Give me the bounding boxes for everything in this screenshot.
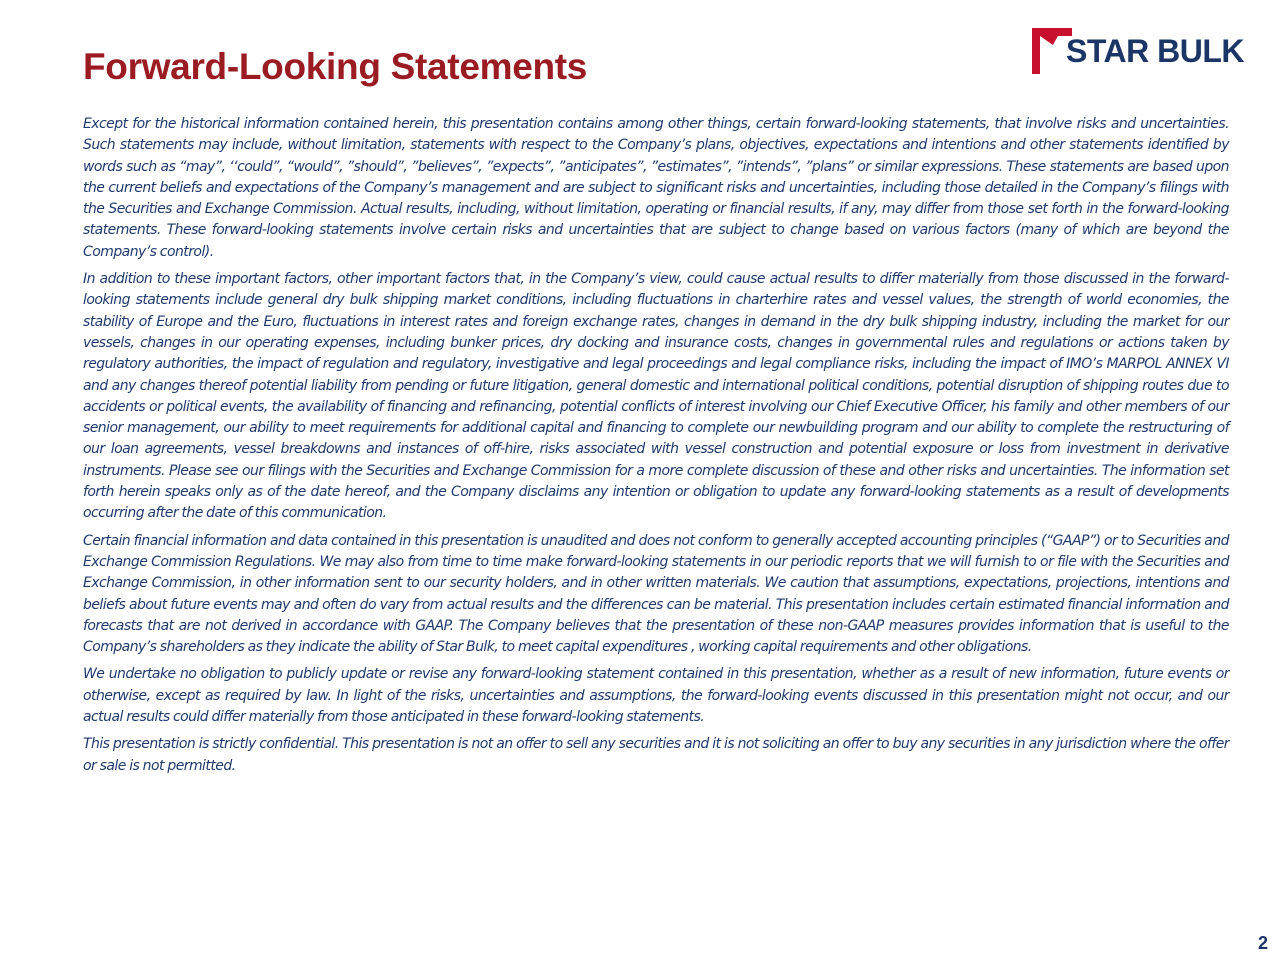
paragraph-forward-looking: Except for the historical information contained herein, this presentation contains among other things, certain forward-looking statements, that involve risks and uncertainties. Such statements may include, without limitation, statements with respect to the Company’s plans, objectives, expectations and intentions and other statements identified by words such as “may”, ‘‘could”, “would”, ”should”, ”believes”, ”expects”, ”anticipates”, ”estimates”, ”intends”, ”plans” or similar expressions. These statements are based upon the current beliefs and expectations of the Company’s management and are subject to significant risks and uncertainties, including those detailed in the Company’s filings with the Securities and Exchange Commission. Actual results, including, without limitation, operating or financial results, if any, may differ from those set forth in the forward-looking statements. These forward-looking statements involve certain risks and uncertainties that are subject to change based on various factors (many of which are beyond the Company’s control). bbox=[83, 116, 1229, 260]
page-number: 2 bbox=[1257, 933, 1268, 953]
star-bulk-logo bbox=[1032, 26, 1262, 76]
page-title: Forward-Looking Statements bbox=[83, 46, 588, 87]
paragraph-no-obligation: We undertake no obligation to publicly update or revise any forward-looking statement contained in this presentation, whether as a result of new information, future events or otherwise, except as required by law. In light of the risks, uncertainties and assumptions, the forward-looking events discussed in this presentation might not occur, and our actual results could differ materially from those anticipated in these forward-looking statements. bbox=[83, 666, 1229, 726]
disclaimer-body bbox=[83, 114, 1229, 783]
paragraph-gaap: Certain financial information and data contained in this presentation is unaudited and does not conform to generally accepted accounting principles (“GAAP”) or to Securities and Exchange Commission Regulations. We may also from time to time make forward-looking statements in our periodic reports that we will furnish to or file with the Securities and Exchange Commission, in other information sent to our security holders, and in other written materials. We caution that assumptions, expectations, projections, intentions and beliefs about future events may and often do vary from actual results and the differences can be material. This presentation includes certain estimated financial information and forecasts that are not derived in accordance with GAAP. The Company believes that the presentation of these non-GAAP measures provides information that is useful to the Company’s shareholders as they indicate the ability of Star Bulk, to meet capital expenditures , working capital requirements and other obligations. bbox=[83, 532, 1229, 656]
paragraph-confidential: This presentation is strictly confidential. This presentation is not an offer to sell any securities and it is not soliciting an offer to buy any securities in any jurisdiction where the offer or sale is not permitted. bbox=[83, 736, 1229, 774]
logo-text: STAR BULK bbox=[1066, 33, 1244, 69]
paragraph-risk-factors: In addition to these important factors, other important factors that, in the Company’s view, could cause actual results to differ materially from those discussed in the forward-looking statements include general dry bulk shipping market conditions, including fluctuations in charterhire rates and vessel values, the strength of world economies, the stability of Europe and the Euro, fluctuations in interest rates and foreign exchange rates, changes in demand in the dry bulk shipping industry, including the market for our vessels, changes in our operating expenses, including bunker prices, dry docking and insurance costs, changes in governmental rules and regulations or actions taken by regulatory authorities, the impact of regulation and regulatory, investigative and legal proceedings and legal compliance risks, including the impact of IMO’s MARPOL ANNEX VI and any changes thereof potential liability from pending or future litigation, general domestic and international political conditions, potential disruption of shipping routes due to accidents or political events, the availability of financing and refinancing, potential conflicts of interest involving our Chief Executive Officer, his family and other members of our senior management, our ability to meet requirements for additional capital and financing to complete our newbuilding program and our ability to complete the restructuring of our loan agreements, vessel breakdowns and instances of off-hire, risks associated with vessel construction and potential exposure or loss from investment in derivative instruments. Please see our filings with the Securities and Exchange Commission for a more complete discussion of these and other risks and uncertainties. The information set forth herein speaks only as of the date hereof, and the Company disclaims any intention or obligation to update any forward-looking statements as a result of developments occurring after the date of this communication. bbox=[83, 271, 1229, 522]
